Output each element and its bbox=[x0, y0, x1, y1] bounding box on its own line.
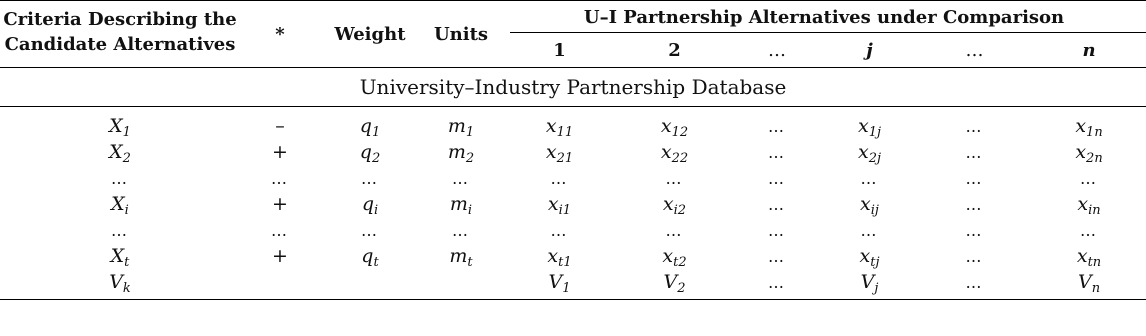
header-criteria-line2: Candidate Alternatives bbox=[4, 34, 236, 55]
value-cell-4 bbox=[822, 139, 917, 165]
sign-cell-text: + bbox=[272, 193, 288, 215]
value-cell-2 bbox=[617, 269, 732, 300]
unit-cell bbox=[420, 217, 502, 243]
value-cell-5 bbox=[917, 243, 1032, 269]
value-cell-1-symbol-base: x bbox=[545, 115, 557, 137]
value-cell-6 bbox=[1032, 217, 1146, 243]
value-cell-5 bbox=[917, 107, 1032, 140]
value-cell-1-symbol-base: x bbox=[547, 193, 559, 215]
value-cell-5-text: … bbox=[965, 247, 984, 266]
value-cell-4-symbol-subscript: 1j bbox=[868, 125, 882, 140]
header-alt-1: 1 bbox=[502, 33, 617, 68]
value-cell-1 bbox=[502, 139, 617, 165]
criterion-cell bbox=[0, 269, 240, 300]
value-cell-3-text: … bbox=[768, 169, 786, 188]
value-cell-5 bbox=[917, 165, 1032, 191]
weight-cell-symbol-subscript: 2 bbox=[371, 151, 381, 166]
value-cell-3-text: … bbox=[768, 221, 786, 240]
value-cell-6 bbox=[1032, 139, 1146, 165]
criterion-cell-symbol-base: V bbox=[109, 271, 123, 293]
criterion-cell bbox=[0, 139, 240, 165]
value-cell-2-symbol bbox=[660, 141, 689, 166]
sign-cell bbox=[240, 269, 320, 300]
value-cell-4-symbol-base: x bbox=[860, 193, 871, 215]
value-cell-4-symbol bbox=[860, 193, 879, 218]
value-cell-6-symbol-subscript: n bbox=[1091, 281, 1101, 296]
weight-cell-symbol-subscript: 1 bbox=[371, 125, 381, 140]
value-cell-2-symbol-subscript: i2 bbox=[673, 203, 687, 218]
value-cell-1-symbol bbox=[545, 115, 574, 140]
value-cell-1-symbol-base: x bbox=[545, 141, 557, 163]
header-units: Units bbox=[420, 1, 502, 68]
unit-cell-symbol-base: m bbox=[449, 245, 468, 267]
weight-cell-symbol bbox=[361, 245, 379, 270]
value-cell-6-symbol bbox=[1075, 141, 1103, 166]
unit-cell-symbol-subscript: i bbox=[467, 203, 473, 218]
table-row bbox=[0, 243, 1146, 269]
value-cell-1-text: … bbox=[550, 169, 569, 188]
criterion-cell-symbol-base: X bbox=[109, 115, 123, 137]
value-cell-4-symbol-subscript: ij bbox=[870, 203, 879, 218]
value-cell-1-symbol bbox=[547, 193, 572, 218]
unit-cell-symbol bbox=[447, 115, 475, 140]
value-cell-5-text: … bbox=[965, 143, 984, 162]
header-alternatives-title: U–I Partnership Alternatives under Comparison bbox=[583, 6, 1065, 28]
value-cell-1 bbox=[502, 217, 617, 243]
criterion-cell-symbol-subscript: t bbox=[124, 255, 130, 270]
value-cell-5-text: … bbox=[965, 273, 984, 292]
unit-cell-symbol-base: m bbox=[447, 115, 466, 137]
value-cell-5-text: … bbox=[965, 117, 984, 136]
value-cell-5 bbox=[917, 269, 1032, 300]
criterion-cell-symbol bbox=[109, 271, 131, 296]
unit-cell-symbol bbox=[449, 193, 473, 218]
table-row bbox=[0, 139, 1146, 165]
weight-cell-text: … bbox=[361, 169, 379, 188]
value-cell-1-symbol-subscript: t1 bbox=[558, 255, 572, 270]
value-cell-1 bbox=[502, 107, 617, 140]
criterion-cell-symbol-subscript: k bbox=[122, 281, 131, 296]
value-cell-3-text: … bbox=[768, 273, 786, 292]
header-alt-ellipsis-1: … bbox=[732, 33, 822, 68]
value-cell-2 bbox=[617, 139, 732, 165]
header-alternatives-group bbox=[502, 1, 1146, 34]
value-cell-3-text: … bbox=[768, 195, 786, 214]
value-cell-4-text: … bbox=[860, 221, 879, 240]
value-cell-1-symbol-base: x bbox=[547, 245, 559, 267]
weight-cell-symbol-subscript: t bbox=[373, 255, 379, 270]
value-cell-4-symbol-base: V bbox=[860, 271, 875, 293]
unit-cell bbox=[420, 269, 502, 300]
value-cell-4-symbol-subscript: j bbox=[874, 281, 879, 296]
unit-cell-symbol-subscript: t bbox=[467, 255, 473, 270]
table-row bbox=[0, 269, 1146, 300]
value-cell-1 bbox=[502, 191, 617, 217]
value-cell-6-symbol-base: x bbox=[1075, 141, 1087, 163]
value-cell-3 bbox=[732, 269, 822, 300]
value-cell-2-symbol-base: x bbox=[660, 141, 672, 163]
value-cell-6 bbox=[1032, 165, 1146, 191]
value-cell-2-symbol bbox=[663, 271, 686, 296]
value-cell-4-symbol bbox=[859, 245, 880, 270]
value-cell-3-text: … bbox=[768, 117, 786, 136]
criterion-cell bbox=[0, 165, 240, 191]
value-cell-2-symbol-base: x bbox=[660, 115, 672, 137]
value-cell-2 bbox=[617, 191, 732, 217]
table-row bbox=[0, 165, 1146, 191]
value-cell-2 bbox=[617, 217, 732, 243]
value-cell-3 bbox=[732, 217, 822, 243]
weight-cell bbox=[320, 217, 420, 243]
value-cell-2 bbox=[617, 107, 732, 140]
value-cell-6 bbox=[1032, 269, 1146, 300]
weight-cell-symbol-base: q bbox=[359, 115, 372, 137]
table-row bbox=[0, 107, 1146, 140]
value-cell-6-symbol bbox=[1077, 271, 1101, 296]
value-cell-1-symbol bbox=[548, 271, 571, 296]
value-cell-2-symbol-subscript: t2 bbox=[673, 255, 687, 270]
unit-cell-symbol-base: m bbox=[449, 193, 468, 215]
weight-cell-symbol bbox=[361, 193, 379, 218]
value-cell-2-symbol-subscript: 12 bbox=[671, 125, 689, 140]
value-cell-4-symbol bbox=[857, 141, 882, 166]
weight-cell bbox=[320, 243, 420, 269]
value-cell-4 bbox=[822, 269, 917, 300]
weight-cell-symbol bbox=[359, 115, 381, 140]
value-cell-3 bbox=[732, 165, 822, 191]
value-cell-2-symbol bbox=[660, 115, 689, 140]
unit-cell-symbol-subscript: 1 bbox=[465, 125, 475, 140]
value-cell-2-symbol-base: x bbox=[662, 245, 674, 267]
value-cell-6-symbol-base: x bbox=[1075, 115, 1087, 137]
weight-cell bbox=[320, 139, 420, 165]
weight-cell-symbol bbox=[359, 141, 381, 166]
value-cell-2-symbol bbox=[662, 193, 687, 218]
value-cell-2-symbol-subscript: 2 bbox=[677, 281, 686, 296]
value-cell-4 bbox=[822, 191, 917, 217]
value-cell-1-symbol-base: V bbox=[548, 271, 563, 293]
weight-cell bbox=[320, 165, 420, 191]
criterion-cell-symbol bbox=[109, 115, 131, 140]
value-cell-5-text: … bbox=[965, 221, 984, 240]
sign-cell-text: + bbox=[272, 245, 288, 267]
value-cell-1-symbol-subscript: 21 bbox=[556, 151, 574, 166]
weight-cell bbox=[320, 191, 420, 217]
value-cell-3 bbox=[732, 107, 822, 140]
value-cell-1-symbol bbox=[547, 245, 572, 270]
unit-cell bbox=[420, 107, 502, 140]
value-cell-4-symbol-base: x bbox=[857, 141, 869, 163]
value-cell-2-text: … bbox=[665, 221, 684, 240]
value-cell-6-symbol-subscript: in bbox=[1088, 203, 1101, 218]
weight-cell-symbol-base: q bbox=[361, 193, 374, 215]
header-alt-n: n bbox=[1032, 33, 1146, 68]
value-cell-5 bbox=[917, 139, 1032, 165]
unit-cell-text: … bbox=[452, 169, 470, 188]
value-cell-1 bbox=[502, 165, 617, 191]
value-cell-2-text: … bbox=[665, 169, 684, 188]
value-cell-2 bbox=[617, 165, 732, 191]
value-cell-6-symbol-base: x bbox=[1077, 193, 1089, 215]
header-criteria-line1: Criteria Describing the bbox=[3, 9, 237, 30]
value-cell-6-symbol-base: V bbox=[1077, 271, 1092, 293]
value-cell-3 bbox=[732, 191, 822, 217]
unit-cell bbox=[420, 191, 502, 217]
weight-cell bbox=[320, 269, 420, 300]
header-alt-ellipsis-2: … bbox=[917, 33, 1032, 68]
unit-cell bbox=[420, 165, 502, 191]
criterion-cell-symbol-subscript: 2 bbox=[122, 151, 131, 166]
value-cell-2-symbol-base: V bbox=[663, 271, 678, 293]
value-cell-1 bbox=[502, 243, 617, 269]
value-cell-3 bbox=[732, 139, 822, 165]
unit-cell-text: … bbox=[452, 221, 470, 240]
value-cell-5 bbox=[917, 217, 1032, 243]
sign-cell-text: … bbox=[271, 169, 289, 188]
value-cell-4 bbox=[822, 165, 917, 191]
value-cell-6 bbox=[1032, 243, 1146, 269]
value-cell-4-symbol bbox=[857, 115, 882, 140]
value-cell-2-symbol-subscript: 22 bbox=[671, 151, 689, 166]
criterion-cell-symbol-base: X bbox=[110, 245, 125, 267]
value-cell-2-symbol-base: x bbox=[662, 193, 674, 215]
unit-cell bbox=[420, 243, 502, 269]
value-cell-6-text: … bbox=[1080, 169, 1099, 188]
value-cell-3 bbox=[732, 243, 822, 269]
criterion-cell bbox=[0, 107, 240, 140]
value-cell-2-symbol bbox=[662, 245, 687, 270]
unit-cell-symbol-base: m bbox=[447, 141, 466, 163]
value-cell-1-text: … bbox=[550, 221, 569, 240]
value-cell-3-text: … bbox=[768, 143, 786, 162]
value-cell-4 bbox=[822, 107, 917, 140]
sign-cell bbox=[240, 191, 320, 217]
sign-cell bbox=[240, 139, 320, 165]
weight-cell bbox=[320, 107, 420, 140]
header-alt-j: j bbox=[822, 33, 917, 68]
value-cell-5-text: … bbox=[965, 169, 984, 188]
unit-cell-symbol bbox=[447, 141, 475, 166]
criterion-cell bbox=[0, 243, 240, 269]
unit-cell bbox=[420, 139, 502, 165]
value-cell-4 bbox=[822, 217, 917, 243]
value-cell-4-text: … bbox=[860, 169, 879, 188]
sign-cell bbox=[240, 107, 320, 140]
criterion-cell-symbol bbox=[110, 245, 130, 270]
value-cell-6 bbox=[1032, 191, 1146, 217]
criterion-cell-text: … bbox=[111, 221, 129, 240]
sign-cell-text: … bbox=[271, 221, 289, 240]
value-cell-5 bbox=[917, 191, 1032, 217]
value-cell-6-text: … bbox=[1080, 221, 1099, 240]
sign-cell bbox=[240, 217, 320, 243]
criterion-cell-symbol-base: X bbox=[109, 141, 123, 163]
value-cell-6-symbol-base: x bbox=[1076, 245, 1088, 267]
value-cell-6-symbol bbox=[1076, 245, 1102, 270]
criterion-cell-symbol bbox=[111, 193, 129, 218]
criterion-cell-symbol-base: X bbox=[111, 193, 125, 215]
value-cell-1 bbox=[502, 269, 617, 300]
unit-cell-symbol bbox=[449, 245, 473, 270]
table-row bbox=[0, 191, 1146, 217]
value-cell-4 bbox=[822, 243, 917, 269]
criterion-cell-symbol-subscript: 1 bbox=[122, 125, 131, 140]
value-cell-4-symbol-base: x bbox=[859, 245, 871, 267]
criterion-cell bbox=[0, 191, 240, 217]
value-cell-4-symbol bbox=[860, 271, 879, 296]
database-label: University–Industry Partnership Database bbox=[0, 68, 1146, 107]
sign-cell-text: – bbox=[275, 115, 285, 137]
value-cell-4-symbol-subscript: 2j bbox=[868, 151, 882, 166]
header-alt-2: 2 bbox=[617, 33, 732, 68]
criterion-cell-symbol-subscript: i bbox=[124, 203, 129, 218]
value-cell-4-symbol-base: x bbox=[857, 115, 869, 137]
value-cell-6-symbol bbox=[1075, 115, 1103, 140]
sign-cell-text: + bbox=[272, 141, 288, 163]
value-cell-5-text: … bbox=[965, 195, 984, 214]
table-row bbox=[0, 217, 1146, 243]
criterion-cell-text: … bbox=[111, 169, 129, 188]
header-criteria bbox=[0, 1, 240, 68]
value-cell-6-symbol-subscript: 1n bbox=[1086, 125, 1103, 140]
weight-cell-symbol-base: q bbox=[361, 245, 374, 267]
sign-cell bbox=[240, 243, 320, 269]
sign-cell bbox=[240, 165, 320, 191]
value-cell-6-symbol-subscript: tn bbox=[1087, 255, 1102, 270]
criterion-cell-symbol bbox=[109, 141, 131, 166]
value-cell-1-symbol-subscript: 11 bbox=[556, 125, 574, 140]
value-cell-3-text: … bbox=[768, 247, 786, 266]
criterion-cell bbox=[0, 217, 240, 243]
header-weight: Weight bbox=[320, 1, 420, 68]
value-cell-4-symbol-subscript: tj bbox=[870, 255, 880, 270]
unit-cell-symbol-subscript: 2 bbox=[465, 151, 475, 166]
value-cell-2 bbox=[617, 243, 732, 269]
value-cell-6 bbox=[1032, 107, 1146, 140]
value-cell-6-symbol bbox=[1077, 193, 1101, 218]
value-cell-1-symbol bbox=[545, 141, 574, 166]
weight-cell-symbol-base: q bbox=[359, 141, 372, 163]
weight-cell-text: … bbox=[361, 221, 379, 240]
value-cell-6-symbol-subscript: 2n bbox=[1086, 151, 1103, 166]
weight-cell-symbol-subscript: i bbox=[374, 203, 379, 218]
header-star: * bbox=[240, 1, 320, 68]
value-cell-1-symbol-subscript: 1 bbox=[562, 281, 571, 296]
value-cell-1-symbol-subscript: i1 bbox=[558, 203, 572, 218]
